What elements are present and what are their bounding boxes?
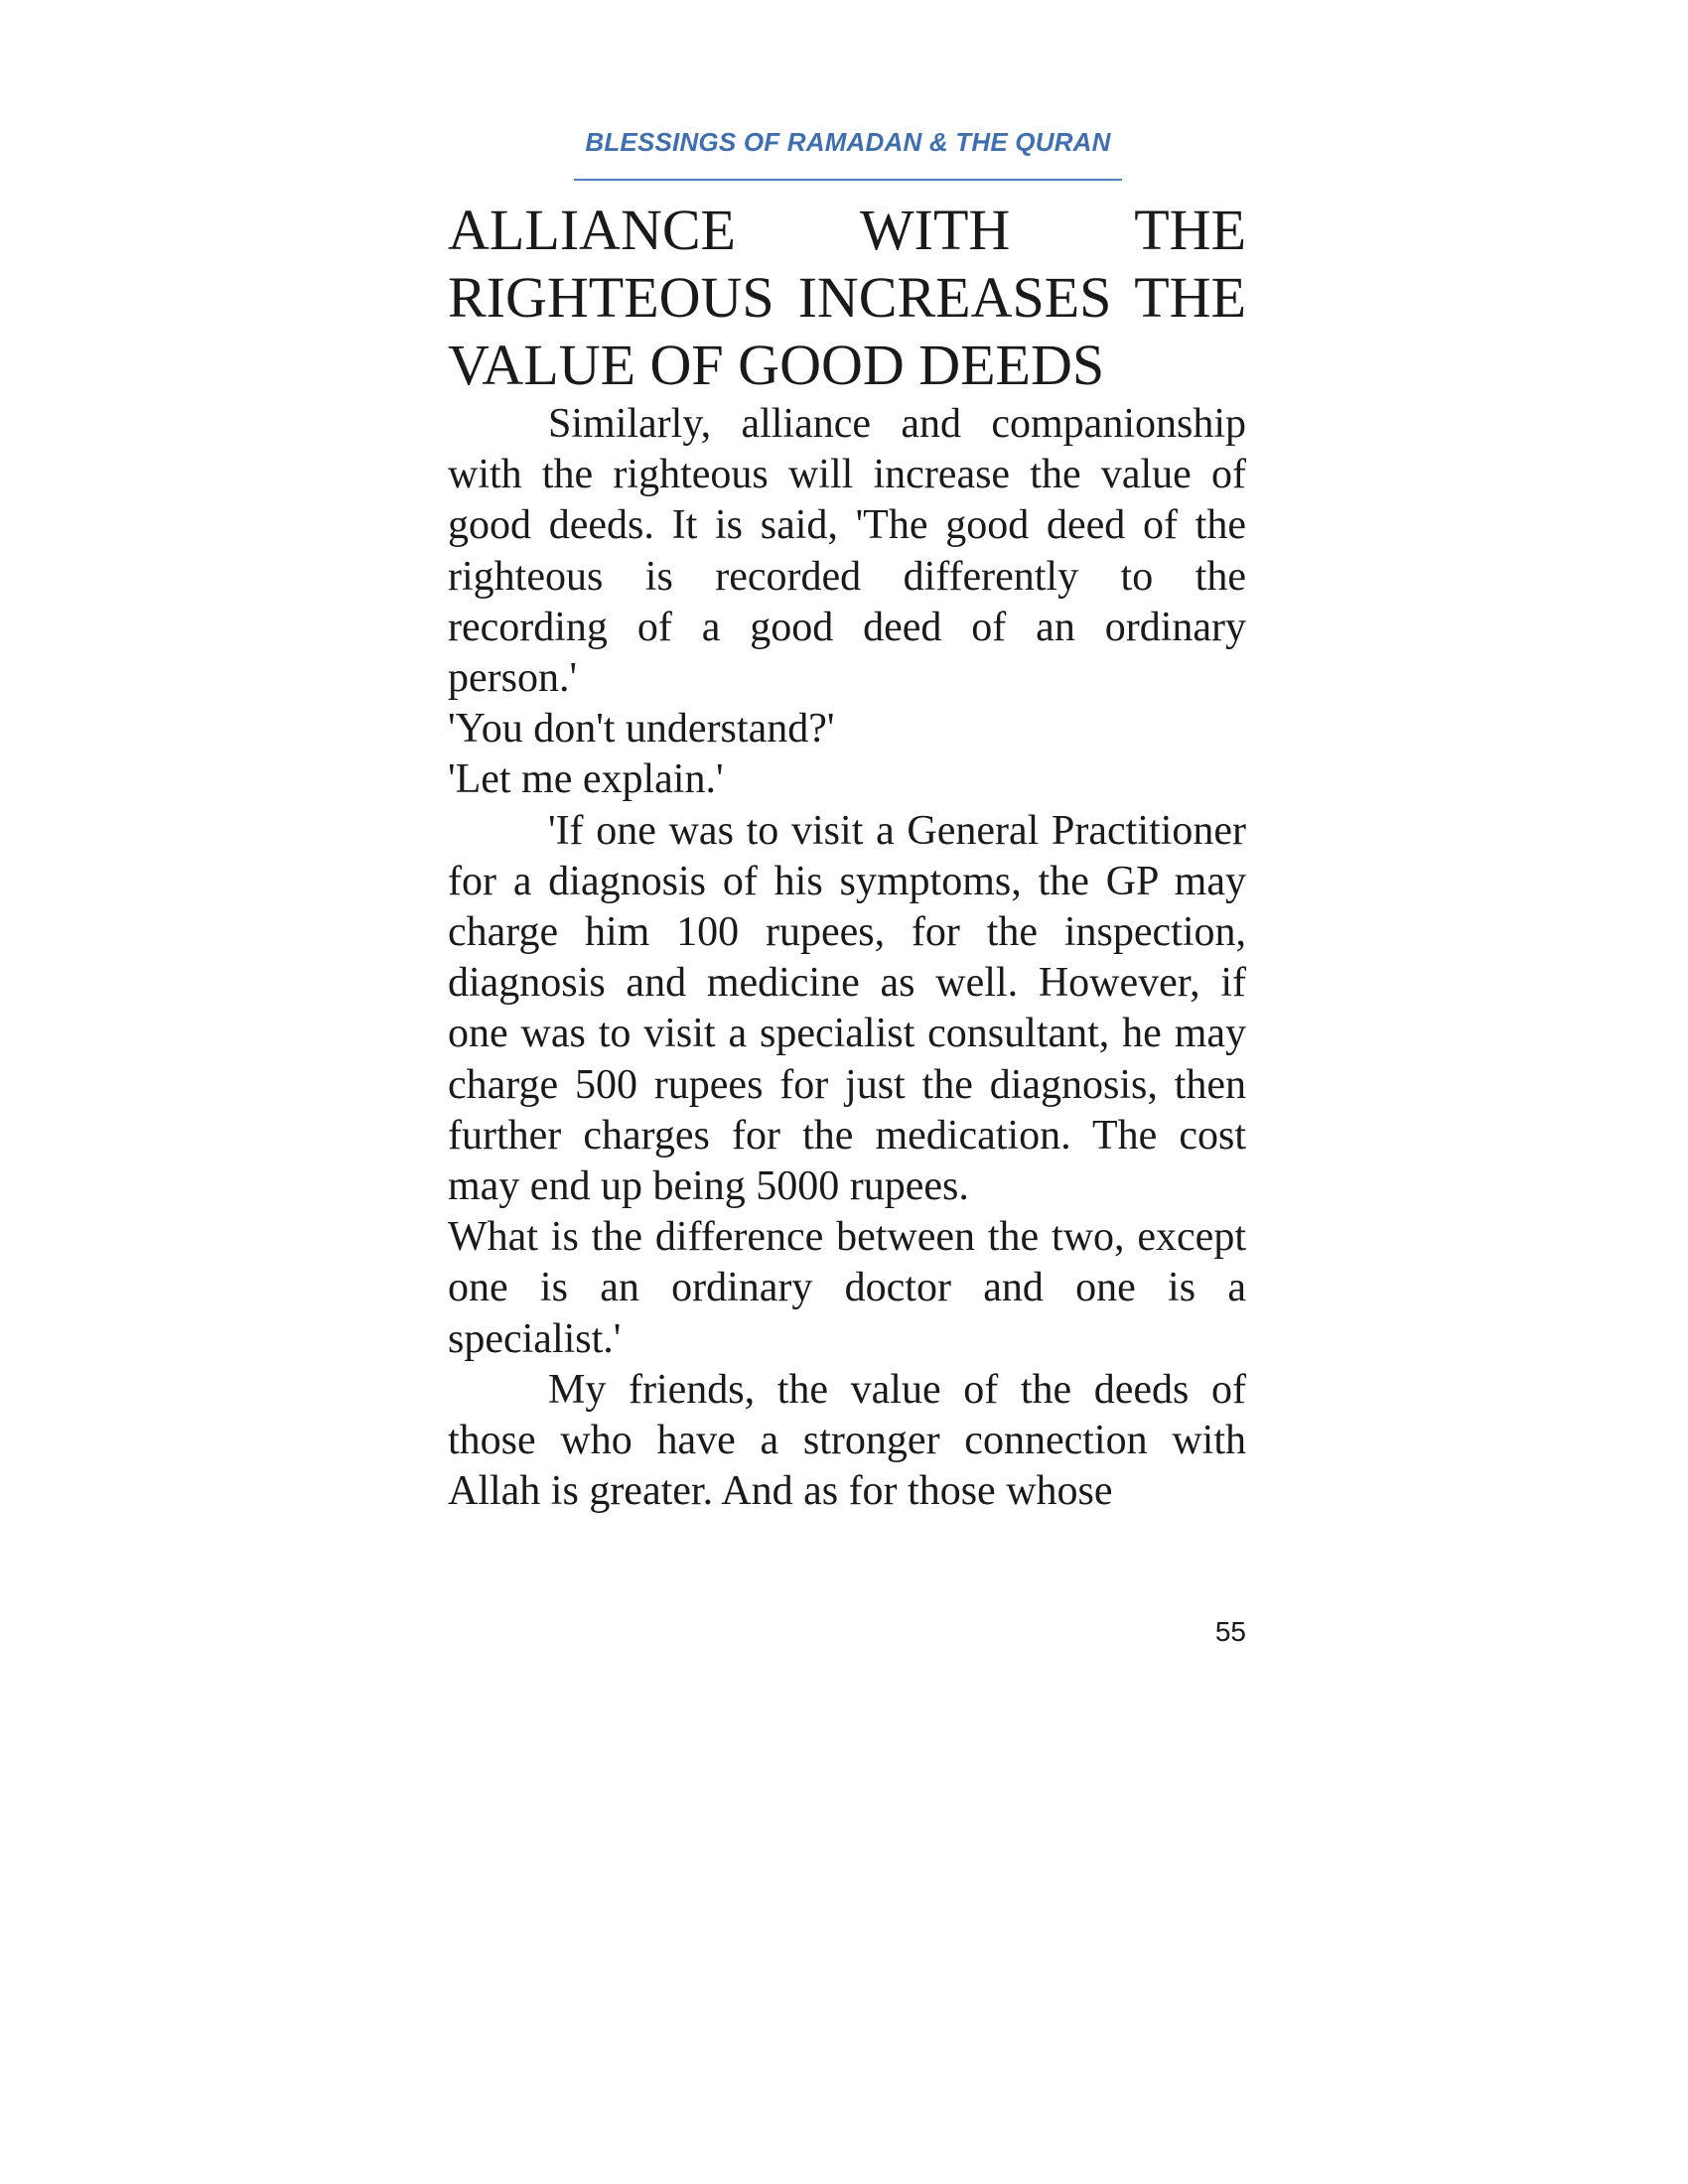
body-paragraph: Similarly, alliance and companionship with the righteous will increase the value of good deeds. It is said, 'The good deed of the righteous is recorded differently to the recording of a good deed of an ordinary person.' (448, 401, 1246, 702)
chapter-title-line: ALLIANCE WITH THE (448, 198, 1246, 262)
header-divider (574, 179, 1122, 181)
page-number: 55 (1214, 1616, 1246, 1647)
page-content (448, 197, 1246, 1517)
body-paragraph: 'Let me explain.' (448, 756, 724, 803)
body-paragraph: What is the difference between the two, except one is an ordinary doctor and one is a specialist.' (448, 1214, 1246, 1362)
body-paragraph: 'You don't understand?' (448, 706, 835, 752)
chapter-title-line: VALUE OF GOOD DEEDS (448, 333, 1105, 397)
body-paragraph: 'If one was to visit a General Practitioner for a diagnosis of his symptoms, the GP may charge him 100 rupees, for the inspection, diagnosis and medicine as well. However, if one was to visit a specialist consultant, he may charge 500 rupees for just the diagnosis, then further charges for the medication. The cost may end up being 5000 rupees. (448, 807, 1246, 1210)
body-paragraph: My friends, the value of the deeds of those who have a stronger connection with Allah is greater. And as for those whose (448, 1366, 1246, 1515)
chapter-title (448, 197, 1246, 399)
running-header: BLESSINGS OF RAMADAN & THE QURAN (585, 127, 1111, 157)
chapter-title-line: RIGHTEOUS INCREASES THE (448, 265, 1246, 330)
